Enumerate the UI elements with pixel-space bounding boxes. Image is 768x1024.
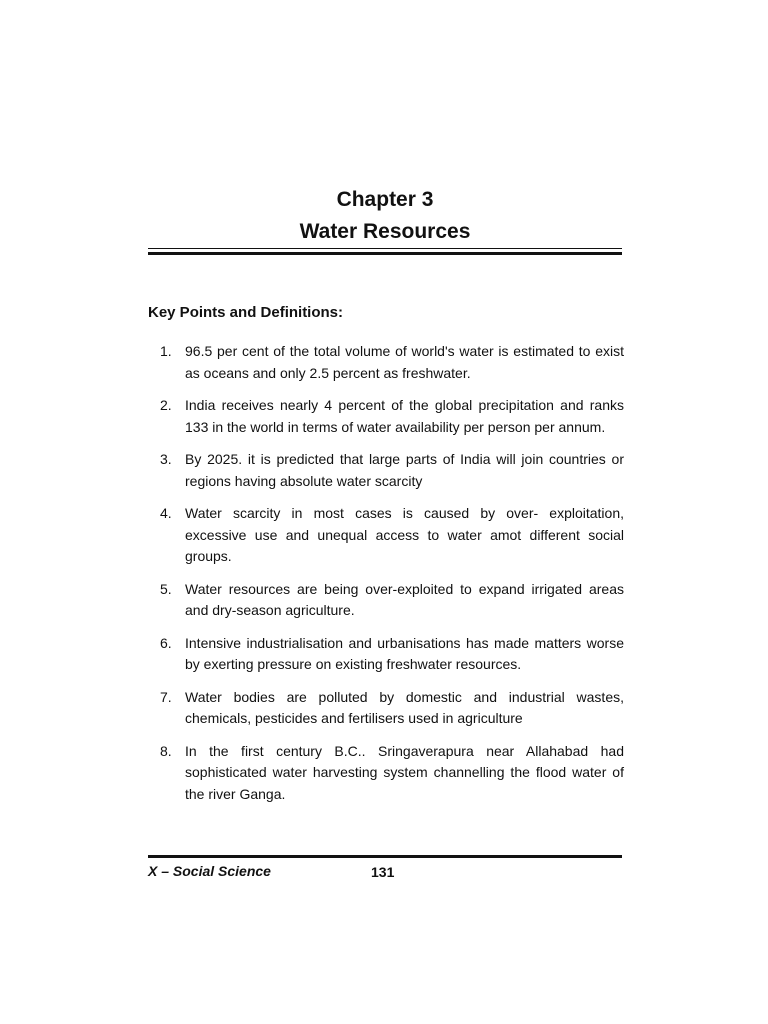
list-item — [148, 395, 624, 438]
list-item-text: India receives nearly 4 percent of the global precipitation and ranks 133 in the world in terms of water availability per person per annum. — [185, 397, 624, 435]
list-item-number: 4. — [160, 505, 172, 521]
section-heading: Key Points and Definitions: — [148, 304, 344, 321]
chapter-title: Water Resources — [299, 220, 471, 243]
list-item — [148, 449, 624, 492]
list-item-number: 2. — [160, 397, 172, 413]
list-item-text: Intensive industrialisation and urbanisations has made matters worse by exerting pressure on existing freshwater resources. — [185, 634, 624, 672]
list-item-number: 8. — [160, 742, 172, 759]
title-divider — [148, 248, 622, 255]
list-item — [148, 741, 624, 806]
list-item-text: Water bodies are polluted by domestic and industrial wastes, chemicals, pesticides and fertilisers used in agriculture — [185, 688, 624, 726]
list-item-text: Water scarcity in most cases is caused by over- exploitation, excessive use and unequal access to water amot different social groups. — [185, 505, 624, 564]
key-points-list — [148, 341, 624, 816]
list-item-number: 5. — [160, 580, 172, 597]
footer-divider — [148, 855, 622, 858]
list-item-text: By 2025. it is predicted that large parts of India will join countries or regions having absolute water scarcity — [185, 451, 624, 489]
list-item-text: In the first century B.C.. Sringaverapura near Allahabad had sophisticated water harvesting system channelling the flood water of the river Ganga. — [185, 742, 624, 802]
list-item — [148, 687, 624, 730]
list-item — [148, 341, 624, 384]
list-item — [148, 503, 624, 568]
list-item-text: 96.5 per cent of the total volume of world's water is estimated to exist as oceans and only 2.5 percent as freshwater. — [185, 343, 624, 381]
list-item-text: Water resources are being over-exploited to expand irrigated areas and dry-season agriculture. — [185, 580, 624, 618]
list-item — [148, 633, 624, 676]
page-number: 131 — [371, 864, 395, 880]
list-item-number: 7. — [160, 688, 172, 705]
list-item-number: 3. — [160, 451, 172, 467]
list-item-number: 6. — [160, 634, 172, 651]
list-item-number: 1. — [160, 343, 172, 359]
footer-subject: X – Social Science — [148, 863, 271, 879]
list-item — [148, 579, 624, 622]
chapter-label: Chapter 3 — [336, 188, 434, 211]
